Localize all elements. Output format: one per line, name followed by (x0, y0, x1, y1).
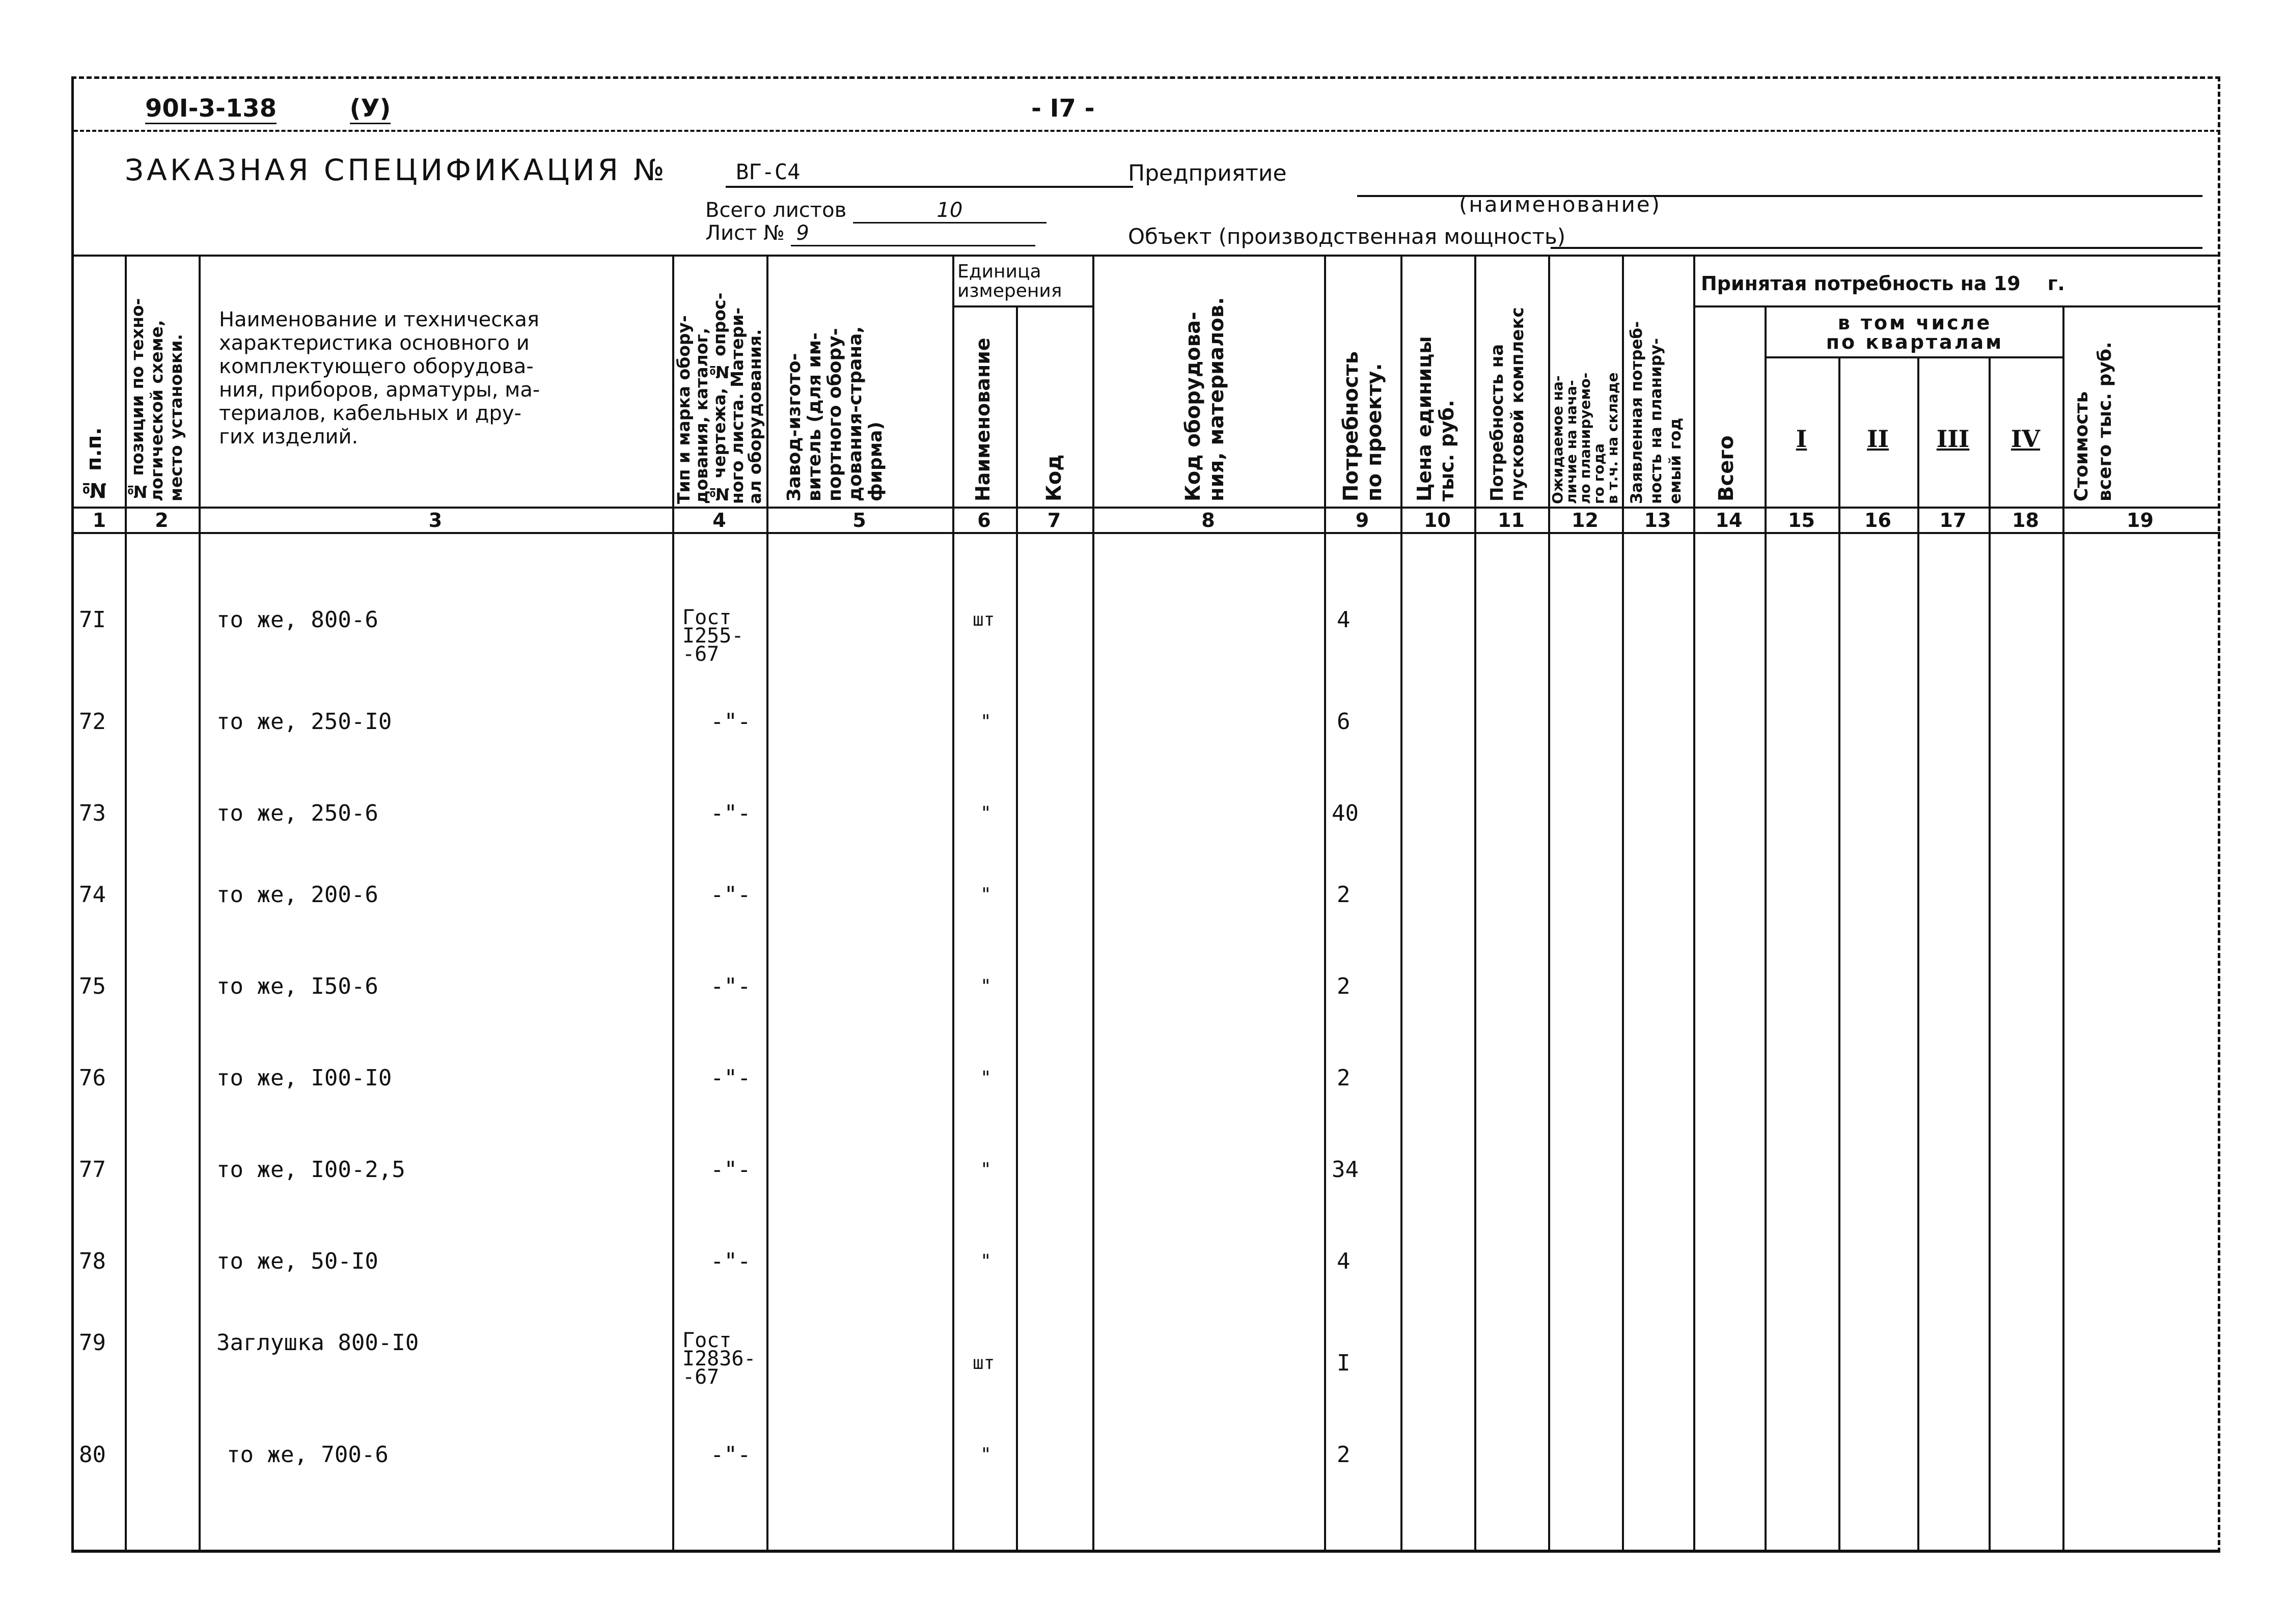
col18-header: IV (2010, 425, 2041, 453)
row-type: -"- (710, 1157, 751, 1183)
col-line-15 (1838, 356, 1840, 1550)
unit-divider (952, 305, 1092, 307)
col5-header: Завод-изгото- витель (для им- портного обору- дования-страна, фирма) (784, 326, 886, 501)
row-unit: " (980, 976, 991, 997)
colnum-17: 17 (1939, 509, 1967, 531)
colnum-5: 5 (852, 509, 866, 531)
row-qty: 2 (1337, 1442, 1351, 1468)
colnum-1: 1 (92, 509, 106, 531)
sheet-no-label: Лист № (705, 221, 785, 245)
col7-header: Код (1042, 454, 1066, 501)
col14-header: Всего (1715, 435, 1738, 501)
row-type: -"- (710, 882, 751, 908)
row-qty: 2 (1337, 973, 1351, 999)
page-number: - I7 - (1031, 94, 1095, 123)
row-name: Заглушка 800-I0 (216, 1330, 419, 1356)
doc-suffix: (У) (350, 94, 391, 124)
row-type: -"- (710, 709, 751, 735)
row-unit: " (980, 803, 991, 824)
colnum-14: 14 (1715, 509, 1743, 531)
col4-header: Тип и марка обору- дования, каталог, № чертежа, № опрос- ного листа. Матери- ал оборудования. (674, 292, 765, 504)
row-qty: 4 (1337, 607, 1351, 633)
row-number: 75 (79, 973, 106, 999)
enterprise-label: Предприятие (1128, 160, 1287, 186)
sheet-no (705, 221, 1035, 246)
row-type: Гост I255- -67 (682, 606, 744, 666)
doc-code-value: 90I-3-138 (145, 94, 277, 124)
col-line-1 (125, 255, 127, 1550)
colnum-4: 4 (712, 509, 726, 531)
col10-header: Цена единицы тыс. руб. (1413, 336, 1458, 501)
row-number: 7I (79, 607, 106, 633)
row-name: то же, I00-2,5 (216, 1157, 405, 1183)
enterprise-caption: (наименование) (1459, 192, 1662, 217)
row-qty: 40 (1332, 800, 1359, 826)
colnum-18: 18 (2012, 509, 2039, 531)
row-name: то же, 250-6 (216, 800, 378, 826)
row-name: то же, I00-I0 (216, 1065, 392, 1091)
row-qty: 6 (1337, 709, 1351, 735)
sheet-no-value: 9 (791, 221, 1035, 246)
col-line-12 (1622, 255, 1624, 1550)
row-name: то же, I50-6 (216, 973, 378, 999)
row-type: -"- (710, 1442, 751, 1468)
colnum-8: 8 (1201, 509, 1215, 531)
total-sheets-label: Всего листов (705, 199, 847, 222)
col-line-18 (2062, 305, 2064, 1550)
row-unit: " (980, 711, 991, 732)
col13-header: Заявленная потреб- ность на планиру- емый год (1628, 321, 1685, 504)
table-row (74, 1442, 2218, 1468)
colnum-7: 7 (1047, 509, 1061, 531)
row-number: 72 (79, 709, 106, 735)
col11-header: Потребность на пусковой комплекс (1487, 307, 1528, 501)
table-row (74, 882, 2218, 908)
spec-number (726, 159, 1133, 188)
colnum-top (74, 507, 2220, 509)
spec-title: ЗАКАЗНАЯ СПЕЦИФИКАЦИЯ № (125, 153, 668, 187)
col8-header: Код оборудова- ния, материалов. (1181, 297, 1228, 501)
col-line-5 (952, 255, 954, 1550)
col-line-17 (1989, 356, 1991, 1550)
row-qty: 2 (1337, 1065, 1351, 1091)
col2-header: № позиции по техно- логической схеме, место установки. (127, 298, 186, 501)
row-unit: шт (973, 609, 995, 630)
col-line-10 (1474, 255, 1476, 1550)
table-row (74, 973, 2218, 999)
row-type: -"- (710, 1065, 751, 1091)
col17-header: III (1936, 425, 1970, 453)
object-line (1551, 247, 2202, 249)
row-qty: 34 (1332, 1157, 1359, 1183)
col3-header: Наименование и техническая характеристика основного и комплектующего оборудова- ния, приборов, арматуры, ма- териалов, кабельных и дру- гих изделий. (219, 308, 540, 449)
quarters-header: в том числе по кварталам (1826, 312, 2004, 353)
row-name: то же, 250-I0 (216, 709, 392, 735)
col6-header: Наименование (972, 338, 994, 501)
specification-sheet (71, 76, 2220, 1553)
header-divider-1 (74, 130, 2220, 132)
col-line-9 (1400, 255, 1402, 1550)
object-label: Объект (производственная мощность) (1128, 224, 1566, 249)
row-name: то же, 700-6 (227, 1442, 389, 1468)
col-line-14 (1765, 305, 1767, 1550)
colnum-6: 6 (977, 509, 991, 531)
col12-header: Ожидаемое на- личие на нача- ло планируемо- го года в т.ч. на складе (1549, 372, 1621, 504)
row-qty: 2 (1337, 882, 1351, 908)
col19-header: Стоимость всего тыс. руб. (2071, 342, 2115, 501)
colnum-19: 19 (2127, 509, 2154, 531)
col9-header: Потребность по проекту. (1339, 351, 1386, 501)
table-row (74, 709, 2218, 735)
col-line-8 (1324, 255, 1326, 1550)
row-number: 80 (79, 1442, 106, 1468)
row-unit: " (980, 1068, 991, 1088)
colnum-10: 10 (1424, 509, 1451, 531)
colnum-16: 16 (1864, 509, 1891, 531)
row-number: 78 (79, 1248, 106, 1274)
colnum-12: 12 (1572, 509, 1599, 531)
row-number: 74 (79, 882, 106, 908)
row-unit: шт (973, 1353, 995, 1374)
colnum-11: 11 (1498, 509, 1525, 531)
table-row (74, 606, 2218, 666)
row-name: то же, 200-6 (216, 882, 378, 908)
row-number: 76 (79, 1065, 106, 1091)
col-line-7 (1092, 255, 1094, 1550)
row-qty: I (1337, 1350, 1351, 1376)
accepted-divider (1693, 305, 2220, 307)
row-unit: " (980, 1159, 991, 1180)
row-unit: " (980, 1444, 991, 1465)
row-type: -"- (710, 973, 751, 999)
row-type: -"- (710, 1248, 751, 1274)
col-line-13 (1693, 255, 1695, 1550)
colnum-bottom (74, 532, 2220, 534)
table-row (74, 1329, 2218, 1389)
col-line-16 (1917, 356, 1919, 1550)
colnum-13: 13 (1644, 509, 1671, 531)
row-number: 77 (79, 1157, 106, 1183)
row-number: 73 (79, 800, 106, 826)
quarters-divider (1765, 356, 2062, 358)
colnum-2: 2 (155, 509, 169, 531)
accepted-header: Принятая потребность на 19 г. (1701, 272, 2065, 295)
row-name: то же, 50-I0 (216, 1248, 378, 1274)
col15-header: I (1796, 425, 1807, 453)
row-type: Гост I2836- -67 (682, 1329, 756, 1389)
col67-header: Единица измерения (957, 261, 1062, 301)
col-line-6 (1016, 305, 1018, 1550)
table-row (74, 1157, 2218, 1183)
col1-header: № п.п. (82, 427, 106, 501)
row-qty: 4 (1337, 1248, 1351, 1274)
col-line-2 (199, 255, 201, 1550)
colnum-15: 15 (1788, 509, 1815, 531)
col-line-4 (766, 255, 768, 1550)
row-type: -"- (710, 800, 751, 826)
colnum-3: 3 (428, 509, 443, 531)
colnum-9: 9 (1355, 509, 1369, 531)
doc-code (145, 94, 391, 123)
row-number: 79 (79, 1330, 106, 1356)
header-divider-2 (74, 255, 2220, 257)
total-sheets-value: 10 (853, 199, 1046, 223)
total-sheets (705, 199, 1046, 223)
spec-number-value: ВГ-С4 (736, 159, 801, 184)
row-name: то же, 800-6 (216, 607, 378, 633)
col16-header: II (1866, 425, 1889, 453)
row-unit: " (980, 884, 991, 905)
row-unit: " (980, 1251, 991, 1272)
